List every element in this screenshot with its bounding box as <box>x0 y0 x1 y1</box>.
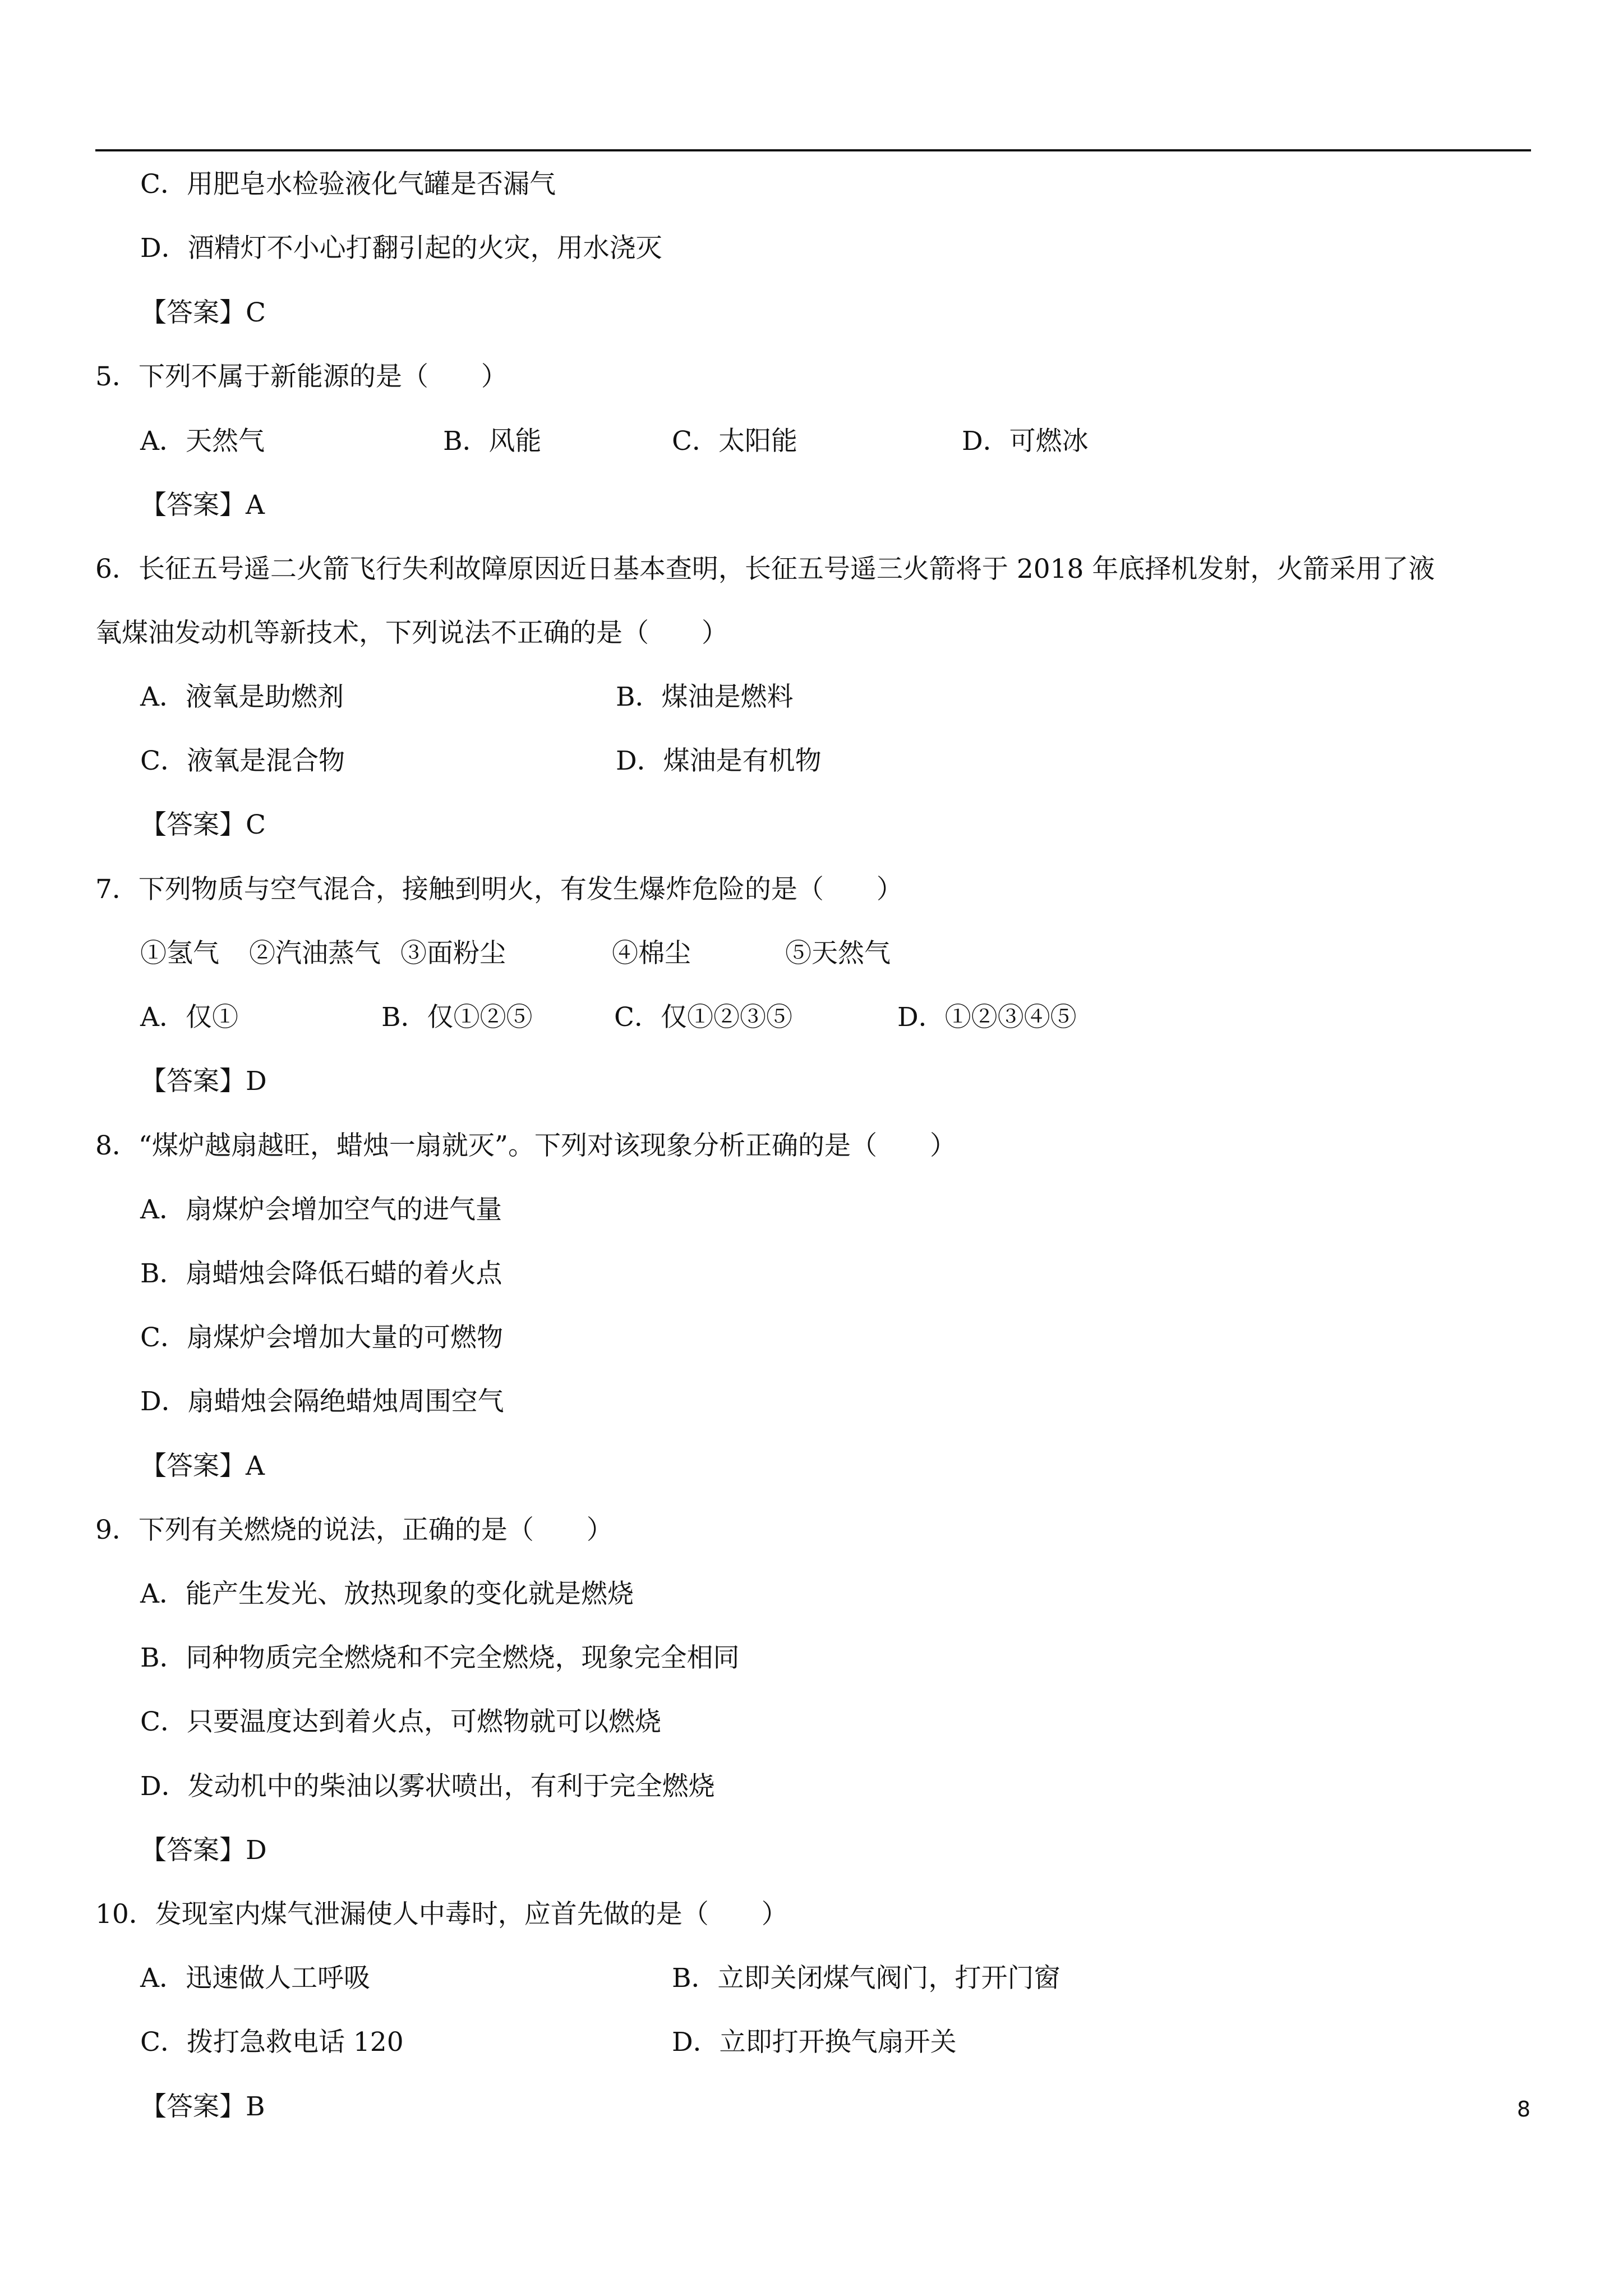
q4-option-d: D．酒精灯不小心打翻引起的火灾，用水浇灭 <box>140 233 662 264</box>
q9-option-c: C．只要温度达到着火点，可燃物就可以燃烧 <box>140 1706 661 1737</box>
q5-option-b: B．风能 <box>443 426 542 457</box>
q10-option-c: C．拨打急救电话 120 <box>140 2027 404 2058</box>
q9-answer: 【答案】D <box>140 1835 267 1866</box>
q7-option-b: B．仅①②⑤ <box>381 1002 533 1033</box>
q6-stem-line2: 氧煤油发动机等新技术，下列说法不正确的是（ ） <box>95 618 728 648</box>
q10-stem: 10．发现室内煤气泄漏使人中毒时，应首先做的是（ ） <box>95 1899 788 1930</box>
q9-option-a: A．能产生发光、放热现象的变化就是燃烧 <box>140 1579 634 1609</box>
page-number: 8 <box>1516 2097 1530 2122</box>
q7-item-1: ①氢气 <box>140 938 219 969</box>
q5-answer: 【答案】A <box>140 490 265 521</box>
q5-option-a: A．天然气 <box>140 426 265 457</box>
q7-item-2: ②汽油蒸气 <box>249 938 381 969</box>
q6-option-c: C．液氧是混合物 <box>140 746 345 776</box>
q8-stem: 8．“煤炉越扇越旺，蜡烛一扇就灭”。下列对该现象分析正确的是（ ） <box>95 1130 956 1161</box>
q5-option-c: C．太阳能 <box>672 426 797 457</box>
q8-option-d: D．扇蜡烛会隔绝蜡烛周围空气 <box>140 1386 504 1417</box>
q7-answer: 【答案】D <box>140 1066 267 1097</box>
q10-option-d: D．立即打开换气扇开关 <box>672 2027 957 2058</box>
q8-option-a: A．扇煤炉会增加空气的进气量 <box>140 1194 502 1225</box>
q9-option-d: D．发动机中的柴油以雾状喷出，有利于完全燃烧 <box>140 1771 715 1802</box>
q8-answer: 【答案】A <box>140 1451 265 1481</box>
q6-option-d: D．煤油是有机物 <box>616 746 822 776</box>
q7-option-d: D．①②③④⑤ <box>897 1002 1077 1033</box>
q9-stem: 9．下列有关燃烧的说法，正确的是（ ） <box>95 1515 613 1545</box>
q9-option-b: B．同种物质完全燃烧和不完全燃烧，现象完全相同 <box>140 1642 740 1673</box>
q6-stem-line1: 6．长征五号遥二火箭飞行失利故障原因近日基本查明，长征五号遥三火箭将于 2018 年底择机发射，火箭采用了液 <box>95 554 1435 585</box>
q4-answer: 【答案】C <box>140 297 266 328</box>
q5-option-d: D．可燃冰 <box>962 426 1089 457</box>
q7-item-5: ⑤天然气 <box>785 938 891 969</box>
q10-option-a: A．迅速做人工呼吸 <box>140 1963 370 1994</box>
q7-stem: 7．下列物质与空气混合，接触到明火，有发生爆炸危险的是（ ） <box>95 874 903 905</box>
q8-option-c: C．扇煤炉会增加大量的可燃物 <box>140 1322 503 1353</box>
q7-item-4: ④棉尘 <box>612 938 691 969</box>
q10-answer: 【答案】B <box>140 2091 265 2122</box>
q7-option-c: C．仅①②③⑤ <box>614 1002 792 1033</box>
q4-option-c: C．用肥皂水检验液化气罐是否漏气 <box>140 169 556 200</box>
q6-answer: 【答案】C <box>140 809 266 840</box>
q8-option-b: B．扇蜡烛会降低石蜡的着火点 <box>140 1258 502 1289</box>
q10-option-b: B．立即关闭煤气阀门，打开门窗 <box>672 1963 1061 1994</box>
q6-option-a: A．液氧是助燃剂 <box>140 682 344 712</box>
header-rule <box>95 149 1531 151</box>
q7-item-3: ③面粉尘 <box>400 938 506 969</box>
q6-option-b: B．煤油是燃料 <box>616 682 794 712</box>
q7-option-a: A．仅① <box>140 1002 238 1033</box>
q5-stem: 5．下列不属于新能源的是（ ） <box>95 361 508 392</box>
